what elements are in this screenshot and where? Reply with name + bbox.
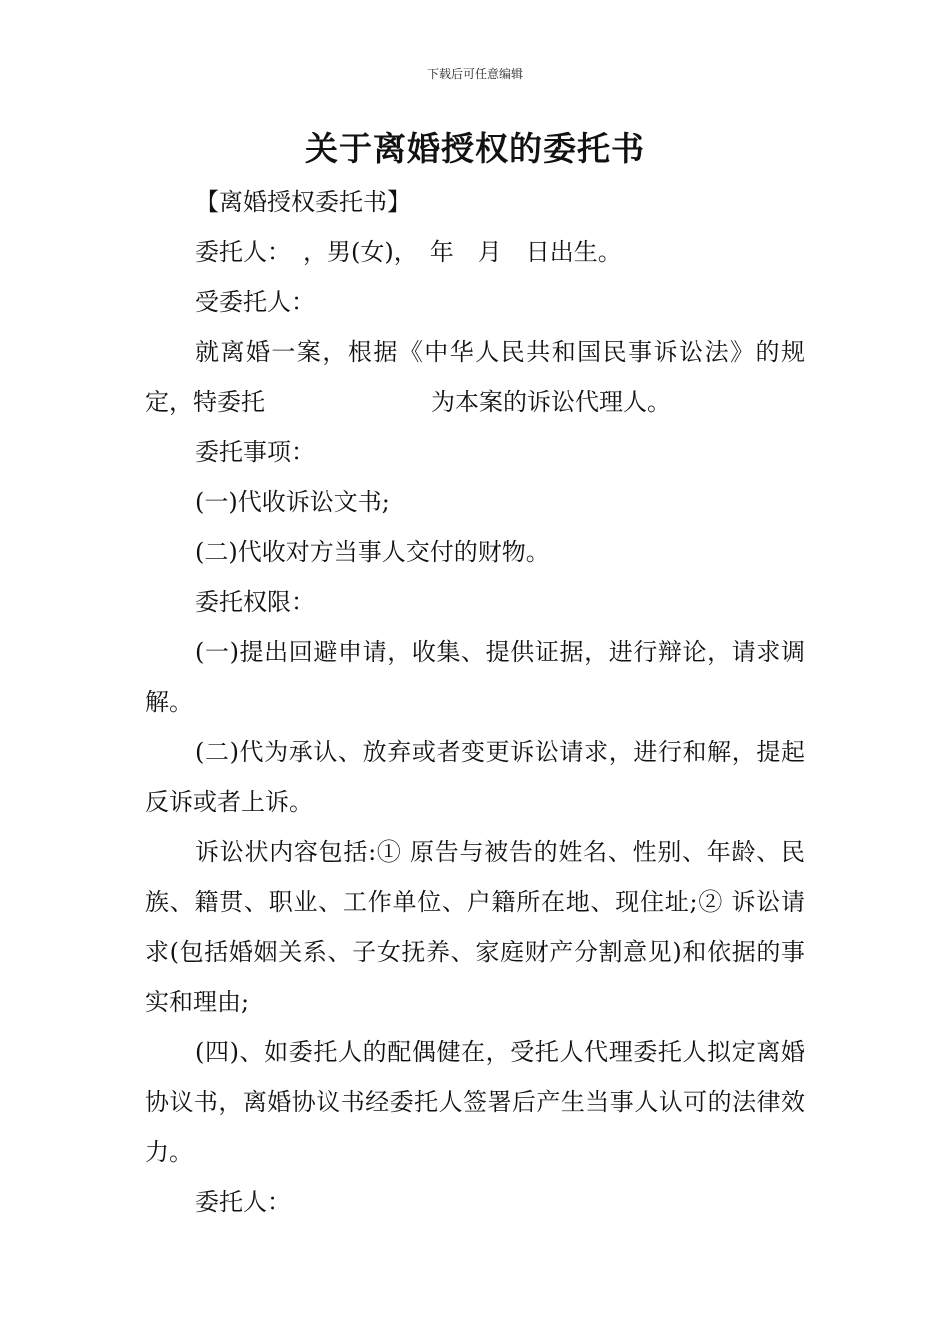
matter-item-1: (一)代收诉讼文书; bbox=[195, 488, 390, 516]
principal-line: 委托人： ，男(女)， 年 月 日出生。 bbox=[195, 238, 622, 266]
document-title: 关于离婚授权的委托书 bbox=[305, 129, 645, 168]
principal-signature-line: 委托人： bbox=[195, 1188, 291, 1216]
page-header-note: 下载后可任意编辑 bbox=[426, 67, 523, 81]
entrustment-text-start: 就离婚一案，根据《中华人民共和国民事诉讼法》的规定，特委托 bbox=[145, 338, 805, 416]
section-heading: 【离婚授权委托书】 bbox=[195, 188, 411, 216]
authority-item-2: (二)代为承认、放弃或者变更诉讼请求，进行和解，提起反诉或者上诉。 bbox=[145, 738, 805, 816]
document-body bbox=[145, 177, 805, 1227]
authority-heading: 委托权限： bbox=[195, 588, 315, 616]
entrusted-matters-heading: 委托事项： bbox=[195, 438, 315, 466]
matter-item-2: (二)代收对方当事人交付的财物。 bbox=[195, 538, 550, 566]
authority-item-1: (一)提出回避申请，收集、提供证据，进行辩论，请求调解。 bbox=[145, 638, 805, 716]
agent-line: 受委托人： bbox=[195, 288, 315, 316]
entrustment-paragraph bbox=[145, 327, 805, 427]
complaint-contents-paragraph: 诉讼状内容包括:① 原告与被告的姓名、性别、年龄、民族、籍贯、职业、工作单位、户籍所在地、现住址;② 诉讼请求(包括婚姻关系、子女抚养、家庭财产分割意见)和依据的事实和理由; bbox=[145, 838, 805, 1016]
authority-item-4: (四)、如委托人的配偶健在，受托人代理委托人拟定离婚协议书，离婚协议书经委托人签署后产生当事人认可的法律效力。 bbox=[145, 1038, 805, 1166]
entrustment-text-end: 为本案的诉讼代理人。 bbox=[431, 388, 671, 416]
